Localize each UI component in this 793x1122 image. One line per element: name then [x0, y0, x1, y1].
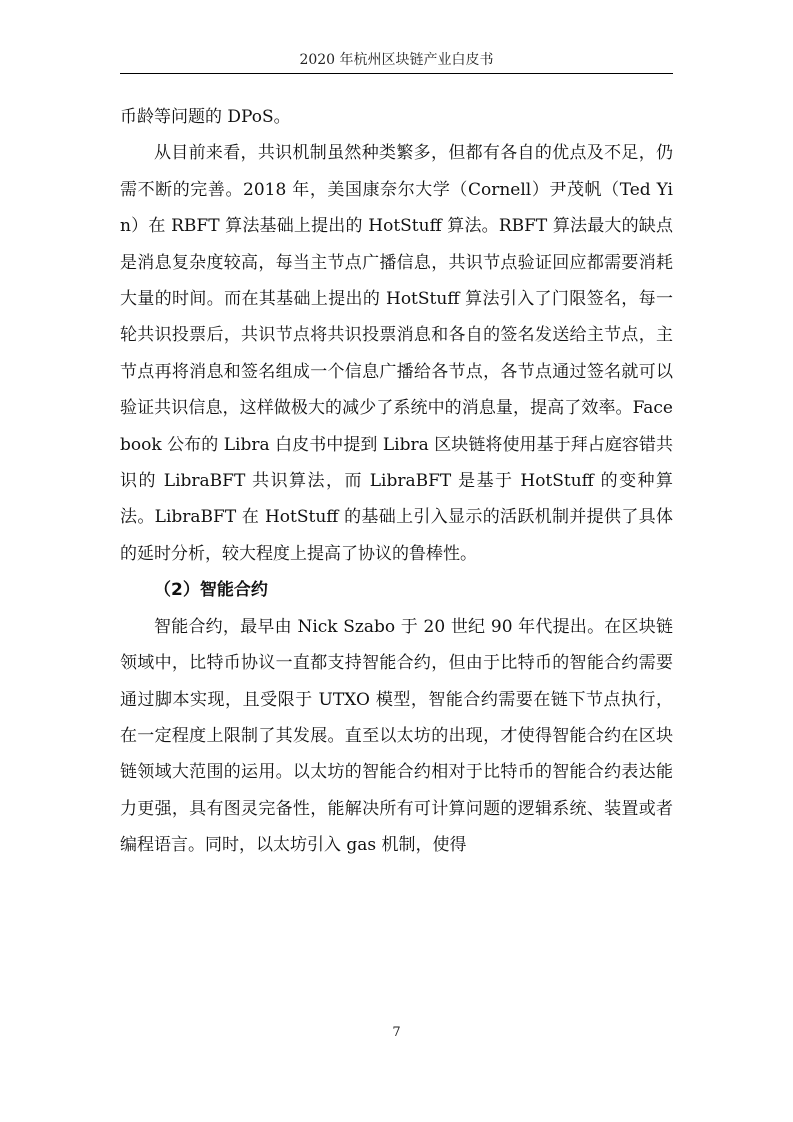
header-divider	[120, 73, 673, 74]
page-number: 7	[392, 1025, 401, 1040]
paragraph-smart-contract: 智能合约，最早由 Nick Szabo 于 20 世纪 90 年代提出。在区块链领域中，比特币协议一直都支持智能合约，但由于比特币的智能合约需要通过脚本实现，且受限于 UTXO 模型，智能合约需要在链下节点执行，在一定程度上限制了其发展。直至以太坊的出现，才使得智能合约在区块链领域大范围的运用。以太坊的智能合约相对于比特币的智能合约表达能力更强，具有图灵完备性，能解决所有可计算问题的逻辑系统、装置或者编程语言。同时，以太坊引入 gas 机制，使得	[120, 616, 673, 856]
document-body	[120, 99, 673, 864]
paragraph-dpos-continuation: 币龄等问题的 DPoS。	[120, 107, 291, 127]
paragraph-consensus-mechanism: 从目前来看，共识机制虽然种类繁多，但都有各自的优点及不足，仍需不断的完善。2018 年，美国康奈尔大学（Cornell）尹茂帆（Ted Yin）在 RBFT 算法基础上提出的 HotStuff 算法。RBFT 算法最大的缺点是消息复杂度较高，每当主节点广播信息，共识节点验证回应都需要消耗大量的时间。而在其基础上提出的 HotStuff 算法引入了门限签名，每一轮共识投票后，共识节点将共识投票消息和各自的签名发送给主节点，主节点再将消息和签名组成一个信息广播给各节点，各节点通过签名就可以验证共识信息，这样做极大的减少了系统中的消息量，提高了效率。Facebook 公布的 Libra 白皮书中提到 Libra 区块链将使用基于拜占庭容错共识的 LibraBFT 共识算法，而 LibraBFT 是基于 HotStuff 的变种算法。LibraBFT 在 HotStuff 的基础上引入显示的活跃机制并提供了具体的延时分析，较大程度上提高了协议的鲁棒性。	[120, 143, 673, 564]
page-header-title: 2020 年杭州区块链产业白皮书	[299, 52, 494, 68]
section-heading-smart-contract: （2）智能合约	[154, 580, 268, 601]
